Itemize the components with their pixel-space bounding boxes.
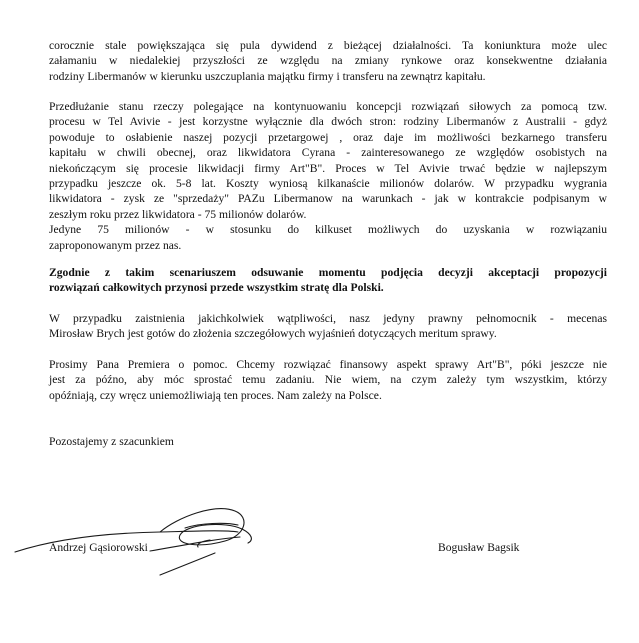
signatory-name: Andrzej Gąsiorowski xyxy=(49,541,148,554)
text-line: zaproponowanym przez nas. xyxy=(49,238,182,252)
text-line: załamaniu w niedalekiej przyszłości ze względu na zmiany rynkowe oraz konsekwentne działania xyxy=(49,54,607,68)
text-line: przypadku jeszcze ok. 5-8 lat. Koszty wyniosą kilkanaście milionów dolarów. W przypadku wygrania xyxy=(49,177,607,191)
text-line: procesu w Tel Avivie - jest korzystne wyłącznie dla dwóch stron: rodziny Libermanów z Australii - gdyż xyxy=(49,115,607,129)
paragraph-attorney xyxy=(49,311,607,342)
text-line: Jedyne 75 milionów - w stosunku do kilkuset możliwych do uzyskania w rozwiązaniu xyxy=(49,223,607,237)
paragraph-scenario xyxy=(49,265,607,296)
text-line: niekończącym się procesie likwidacji firmy Art"B". Proces w Tel Avivie trwać będzie w najlepszym xyxy=(49,161,607,175)
text-line: kapitału w chwili obecnej, oraz likwidatora Cyrana - zainteresowanego ze względów osobistych na xyxy=(49,146,607,160)
closing-text: Pozostajemy z szacunkiem xyxy=(49,435,174,448)
text-line: rodziny Libermanów w kierunku uszczuplania majątku firmy i transferu na zewnątrz kapitału. xyxy=(49,69,486,83)
text-line: Prosimy Pana Premiera o pomoc. Chcemy rozwiązać finansowy aspekt sprawy Art"B", póki jeszcze nie xyxy=(49,358,607,371)
paragraph-tel-aviv-process xyxy=(49,99,607,253)
text-line: opóźniają, czy wręcz uniemożliwiają ten proces. Nam zależy na Polsce. xyxy=(49,388,382,402)
text-line: Zgodnie z takim scenariuszem odsuwanie momentu podjęcia decyzji akceptacji propozycji xyxy=(49,266,607,279)
text-line: zeszłym roku przez likwidatora - 75 milionów dolarów. xyxy=(49,207,307,221)
signatory-name: Bogusław Bagsik xyxy=(438,541,520,554)
closing-line xyxy=(49,434,607,449)
text-line: corocznie stale powiększająca się pula dywidend z bieżącej działalności. Ta koniunktura może ulec xyxy=(49,39,607,52)
text-line: rozwiązań całkowitych przynosi przede wszystkim stratę dla Polski. xyxy=(49,281,384,295)
text-line: Mirosław Brych jest gotów do złożenia szczegółowych wyjaśnień dotyczących meritum sprawy. xyxy=(49,327,497,341)
text-line: likwidatora - zysk ze "sprzedaży" PAZu Libermanow na warunkach - jak w kontrakcie podpisanym w xyxy=(49,192,607,206)
paragraph-request xyxy=(49,357,607,403)
text-line: Przedłużanie stanu rzeczy polegające na kontynuowaniu koncepcji rozwiązań siłowych za pomocą tzw. xyxy=(49,100,607,113)
text-line: jest za późno, aby móc sprostać temu zadaniu. Nie wiem, na czym zależy tym wszystkim, którzy xyxy=(49,373,607,387)
text-line: W przypadku zaistnienia jakichkolwiek wątpliwości, nasz jedyny prawny pełnomocnik - mecenas xyxy=(49,312,607,325)
text-line: powoduje to osłabienie naszej pozycji przetargowej , oraz daje im możliwości bezkarnego transferu xyxy=(49,130,607,144)
paragraph-dividends xyxy=(49,38,607,84)
